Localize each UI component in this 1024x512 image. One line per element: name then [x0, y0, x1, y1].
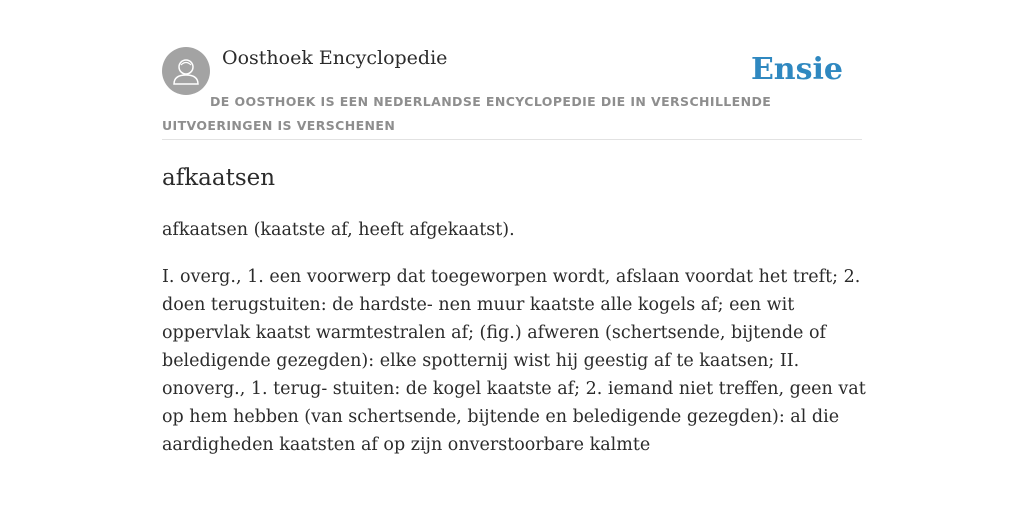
avatar[interactable] [162, 47, 210, 95]
user-icon [162, 47, 210, 95]
entry-title: afkaatsen [162, 165, 276, 191]
entry-paragraph: afkaatsen (kaatste af, heeft afgekaatst). [162, 220, 515, 240]
brand-logo[interactable]: Ensie [750, 52, 843, 87]
source-description: DE OOSTHOEK IS EEN NEDERLANDSE ENCYCLOPEDIE DIE IN VERSCHILLENDE UITVOERINGEN IS VERSCHENEN [162, 94, 772, 133]
source-header [162, 44, 862, 140]
source-title[interactable]: Oosthoek Encyclopedie [222, 47, 448, 69]
entry-paragraph: I. overg., 1. een voorwerp dat toegeworpen wordt, afslaan voordat het treft; 2. doen terugstuiten: de hardste- nen muur kaatste alle kogels af; een wit oppervlak kaatst warmtestralen af; (fig.) afweren (schertsende, bijtende of beledigende gezegden): elke spotternij wist hij geestig af te kaatsen; II. onoverg., 1. terug- stuiten: de kogel kaatste af; 2. iemand niet treffen, geen vat op hem hebben (van schertsende, bijtende en beledigende gezegden): al die aardigheden kaatsten af op zijn onverstoorbare kalmte [162, 267, 866, 455]
